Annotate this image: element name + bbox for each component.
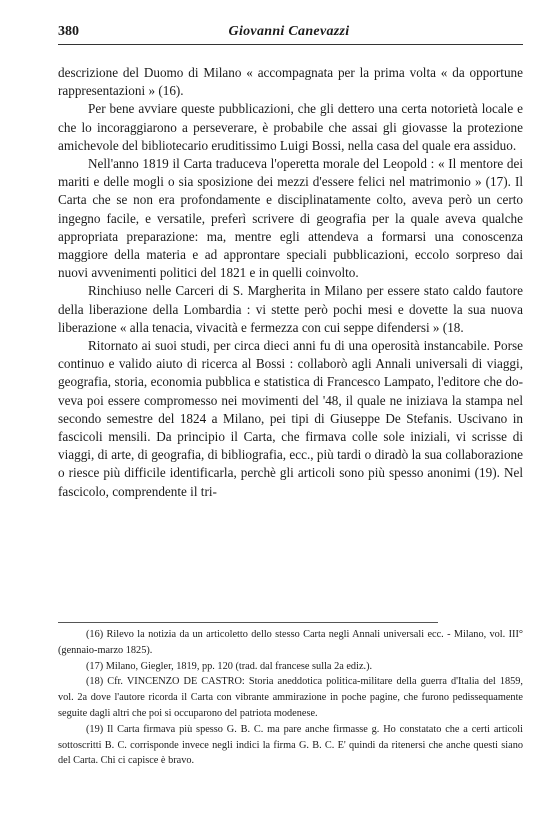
running-title: Giovanni Canevazzi — [228, 24, 350, 39]
main-text — [58, 64, 523, 501]
running-head — [58, 24, 520, 42]
page-number: 380 — [58, 24, 79, 39]
paragraph: Rinchiuso nelle Carceri di S. Margherita in Milano per essere stato caldo fautore della liberazione della Lombardia : vi stette però pochi mesi e dovette la sua nuova liberazione « alla tenacia, vivacità e fermezza con cui seppe difendersi » (18. — [58, 283, 523, 335]
footnote: (18) Cfr. VINCENZO DE CASTRO: Storia aneddotica politica-militare della guerra d'Italia del 1859, vol. 2a dove l'autore ricorda il Carta con vibrante ammirazione in poche pagine, che furono pedissequamente seguite dagli altri che poi si occuparono del patriota modenese. — [58, 676, 523, 719]
footnotes — [58, 627, 523, 769]
footnote: (16) Rilevo la notizia da un articoletto dello stesso Carta negli Annali universali ecc. - Milano, vol. III° (gennaio-marzo 1825). — [58, 629, 523, 656]
footnote: (17) Milano, Giegler, 1819, pp. 120 (trad. dal francese sulla 2a ediz.). — [86, 660, 373, 672]
paragraph: Ritornato ai suoi studi, per circa dieci anni fu di una operosità instancabile. Porse continuo e valido aiuto di ricerca al Bossi : collaborò agli Annali universali di viaggi, geografia, storia, economia pubblica e statistica di Francesco Lampato, l'editore che doveva poi essere compromesso nei movimenti del '48, il quale ne iniziava la stampa nel secondo semestre del 1824 a Milano, pei tipi di Giuseppe De Stefanis. Uscivano in fascicoli mensili. Da principio il Carta, che firmava colle sole iniziali, vi scrisse di viaggi, di arte, di geografia, di bibliografia, ecc., più tardi o diradò la sua collaborazione o riesce più difficile identificarla, perchè gli articoli sono più spesso anonimi (19). Nel fascicolo, comprendente il tri- — [58, 338, 523, 499]
footnote: (19) Il Carta firmava più spesso G. B. C. ma pare anche firmasse g. Ho constatato che a certi articoli sottoscritti B. C. corrisponde invece negli indici la firma G. B. C. E' quindi da ritenersi che anche questi siano del Carta. Chi ci capisce è bravo. — [58, 723, 523, 767]
paragraph: Nell'anno 1819 il Carta traduceva l'operetta morale del Leopold : « Il mentore dei mariti e delle mogli o sia sposizione dei mezzi d'essere felici nel matrimonio » (17). Il Carta che se non era profondamente e disciplinatamente colto, aveva però un certo ingegno facile, e versatile, preferì scrivere di geografia per la quale aveva qualche appropriata preparazione: ma, mentre egli attendeva a formarsi una conoscenza maggiore della materia e ad approntare speciali pubblicazioni, eccolo sorpreso dai nuovi avvenimenti politici del 1821 e in quelli coinvolto. — [58, 156, 523, 281]
footnote-rule — [58, 622, 438, 623]
header-rule — [58, 44, 523, 45]
paragraph: Per bene avviare queste pubblicazioni, che gli dettero una certa notorietà locale e che lo incoraggiarono a perseverare, è probabile che assai gli giovasse la protezione amichevole del bibliotecario eruditissimo Luigi Bossi, nella casa del quale era assiduo. — [58, 101, 523, 153]
paragraph: descrizione del Duomo di Milano « accompagnata per la prima volta « da opportune rappresentazioni » (16). — [58, 65, 523, 99]
